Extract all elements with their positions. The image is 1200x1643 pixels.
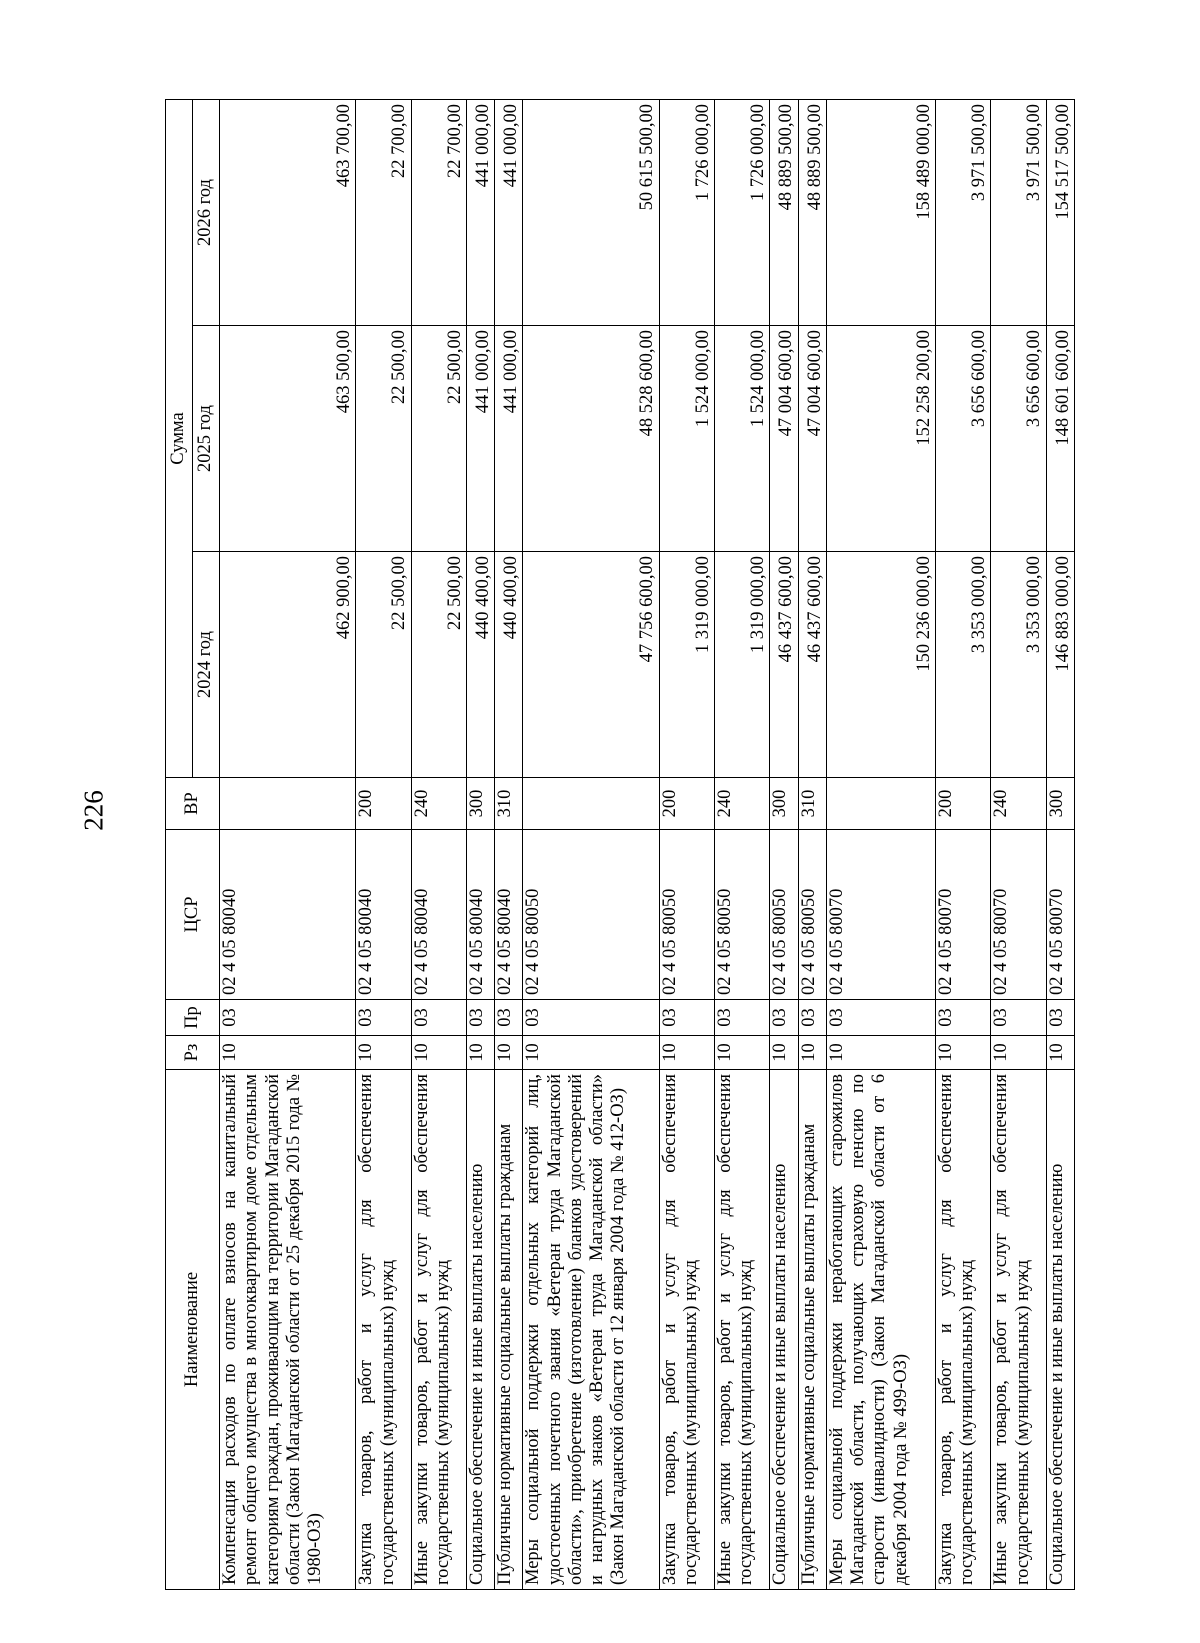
cell-sum-2025: 441 000,00	[466, 326, 494, 552]
header-vr: ВР	[166, 778, 220, 830]
cell-pr: 03	[936, 1000, 991, 1036]
cell-rz: 10	[495, 1036, 523, 1070]
cell-sum-2024: 22 500,00	[411, 552, 466, 778]
table-row	[770, 99, 798, 1589]
cell-sum-2025: 463 500,00	[220, 326, 356, 552]
cell-name: Меры социальной поддержки отдельных категорий лиц, удостоенных почетного звания «Ветеран труда Магаданской области», приобретение (изготовление) бланков удостоверений и нагрудных знаков «Ветеран труда Магаданской области» (Закон Магаданской области от 12 января 2004 года № 412-ОЗ)	[523, 1070, 659, 1590]
cell-sum-2025: 48 528 600,00	[523, 326, 659, 552]
header-year-2024: 2024 год	[193, 552, 220, 778]
cell-pr: 03	[356, 1000, 411, 1036]
cell-name: Социальное обеспечение и иные выплаты населению	[466, 1070, 494, 1590]
cell-sum-2026: 48 889 500,00	[770, 99, 798, 325]
cell-sum-2025: 22 500,00	[411, 326, 466, 552]
cell-pr: 03	[770, 1000, 798, 1036]
cell-sum-2026: 441 000,00	[495, 99, 523, 325]
cell-rz: 10	[220, 1036, 356, 1070]
cell-csr: 02 4 05 80050	[770, 830, 798, 1000]
cell-vr: 240	[411, 778, 466, 830]
cell-vr	[220, 778, 356, 830]
cell-sum-2025: 441 000,00	[495, 326, 523, 552]
cell-name: Закупка товаров, работ и услуг для обеспечения государственных (муниципальных) нужд	[936, 1070, 991, 1590]
cell-csr: 02 4 05 80040	[220, 830, 356, 1000]
table-row	[523, 99, 659, 1589]
cell-rz: 10	[356, 1036, 411, 1070]
cell-sum-2024: 440 400,00	[466, 552, 494, 778]
cell-vr: 240	[714, 778, 769, 830]
cell-sum-2024: 146 883 000,00	[1046, 552, 1074, 778]
header-year-2026: 2026 год	[193, 99, 220, 325]
cell-csr: 02 4 05 80070	[826, 830, 935, 1000]
cell-sum-2026: 158 489 000,00	[826, 99, 935, 325]
cell-sum-2025: 1 524 000,00	[714, 326, 769, 552]
cell-csr: 02 4 05 80070	[991, 830, 1046, 1000]
cell-vr: 300	[770, 778, 798, 830]
cell-rz: 10	[798, 1036, 826, 1070]
cell-vr: 240	[991, 778, 1046, 830]
cell-pr: 03	[826, 1000, 935, 1036]
cell-csr: 02 4 05 80050	[659, 830, 714, 1000]
cell-csr: 02 4 05 80040	[411, 830, 466, 1000]
cell-vr: 200	[659, 778, 714, 830]
cell-rz: 10	[659, 1036, 714, 1070]
cell-csr: 02 4 05 80040	[356, 830, 411, 1000]
cell-name: Закупка товаров, работ и услуг для обеспечения государственных (муниципальных) нужд	[659, 1070, 714, 1590]
cell-rz: 10	[523, 1036, 659, 1070]
rotated-page-content	[165, 100, 1075, 1590]
cell-sum-2024: 150 236 000,00	[826, 552, 935, 778]
table-row	[466, 99, 494, 1589]
table-row	[495, 99, 523, 1589]
table-row	[659, 99, 714, 1589]
cell-sum-2025: 3 656 600,00	[991, 326, 1046, 552]
header-name: Наименование	[166, 1070, 220, 1590]
table-row	[991, 99, 1046, 1589]
cell-sum-2025: 47 004 600,00	[798, 326, 826, 552]
header-csr: ЦСР	[166, 830, 220, 1000]
cell-sum-2024: 3 353 000,00	[991, 552, 1046, 778]
cell-sum-2024: 22 500,00	[356, 552, 411, 778]
header-rz: Рз	[166, 1036, 220, 1070]
cell-rz: 10	[714, 1036, 769, 1070]
cell-pr: 03	[466, 1000, 494, 1036]
page-number: 226	[78, 790, 109, 831]
table-row	[714, 99, 769, 1589]
cell-rz: 10	[936, 1036, 991, 1070]
table-header	[166, 99, 220, 1589]
cell-sum-2026: 463 700,00	[220, 99, 356, 325]
table-row	[356, 99, 411, 1589]
cell-vr: 300	[466, 778, 494, 830]
cell-rz: 10	[1046, 1036, 1074, 1070]
cell-pr: 03	[495, 1000, 523, 1036]
cell-name: Социальное обеспечение и иные выплаты населению	[1046, 1070, 1074, 1590]
cell-name: Иные закупки товаров, работ и услуг для обеспечения государственных (муниципальных) нужд	[991, 1070, 1046, 1590]
cell-csr: 02 4 05 80040	[495, 830, 523, 1000]
cell-name: Иные закупки товаров, работ и услуг для обеспечения государственных (муниципальных) нужд	[714, 1070, 769, 1590]
cell-name: Иные закупки товаров, работ и услуг для обеспечения государственных (муниципальных) нужд	[411, 1070, 466, 1590]
cell-vr: 310	[495, 778, 523, 830]
table-row	[220, 99, 356, 1589]
table-row	[798, 99, 826, 1589]
header-pr: Пр	[166, 1000, 220, 1036]
cell-csr: 02 4 05 80050	[523, 830, 659, 1000]
cell-sum-2024: 440 400,00	[495, 552, 523, 778]
table-body	[220, 99, 1075, 1589]
cell-pr: 03	[1046, 1000, 1074, 1036]
header-year-2025: 2025 год	[193, 326, 220, 552]
cell-name: Компенсация расходов по оплате взносов на капитальный ремонт общего имущества в многоквартирном доме отдельным категориям граждан, проживающим на территории Магаданской области (Закон Магаданской области от 25 декабря 2015 года № 1980-ОЗ)	[220, 1070, 356, 1590]
cell-pr: 03	[411, 1000, 466, 1036]
cell-sum-2026: 22 700,00	[356, 99, 411, 325]
cell-sum-2026: 3 971 500,00	[991, 99, 1046, 325]
cell-sum-2024: 46 437 600,00	[798, 552, 826, 778]
cell-vr: 200	[356, 778, 411, 830]
cell-sum-2026: 154 517 500,00	[1046, 99, 1074, 325]
cell-sum-2026: 1 726 000,00	[714, 99, 769, 325]
cell-vr	[523, 778, 659, 830]
cell-vr: 310	[798, 778, 826, 830]
cell-rz: 10	[770, 1036, 798, 1070]
cell-sum-2025: 148 601 600,00	[1046, 326, 1074, 552]
cell-sum-2025: 1 524 000,00	[659, 326, 714, 552]
table-row	[411, 99, 466, 1589]
cell-sum-2024: 462 900,00	[220, 552, 356, 778]
cell-sum-2024: 47 756 600,00	[523, 552, 659, 778]
cell-name: Публичные нормативные социальные выплаты гражданам	[798, 1070, 826, 1590]
cell-sum-2025: 3 656 600,00	[936, 326, 991, 552]
cell-name: Меры социальной поддержки неработающих старожилов Магаданской области, получающих страховую пенсию по старости (инвалидности) (Закон Магаданской области от 6 декабря 2004 года № 499-ОЗ)	[826, 1070, 935, 1590]
cell-sum-2024: 1 319 000,00	[659, 552, 714, 778]
cell-vr	[826, 778, 935, 830]
table-row	[826, 99, 935, 1589]
cell-name: Закупка товаров, работ и услуг для обеспечения государственных (муниципальных) нужд	[356, 1070, 411, 1590]
cell-rz: 10	[411, 1036, 466, 1070]
cell-sum-2026: 1 726 000,00	[659, 99, 714, 325]
cell-sum-2025: 22 500,00	[356, 326, 411, 552]
cell-pr: 03	[220, 1000, 356, 1036]
cell-csr: 02 4 05 80070	[936, 830, 991, 1000]
budget-table	[165, 99, 1075, 1590]
cell-name: Социальное обеспечение и иные выплаты населению	[770, 1070, 798, 1590]
cell-csr: 02 4 05 80070	[1046, 830, 1074, 1000]
cell-vr: 300	[1046, 778, 1074, 830]
cell-sum-2025: 47 004 600,00	[770, 326, 798, 552]
cell-pr: 03	[659, 1000, 714, 1036]
table-row	[936, 99, 991, 1589]
cell-rz: 10	[826, 1036, 935, 1070]
cell-sum-2026: 22 700,00	[411, 99, 466, 325]
cell-csr: 02 4 05 80050	[714, 830, 769, 1000]
cell-sum-2026: 50 615 500,00	[523, 99, 659, 325]
table-row	[1046, 99, 1074, 1589]
cell-pr: 03	[523, 1000, 659, 1036]
cell-sum-2025: 152 258 200,00	[826, 326, 935, 552]
cell-sum-2026: 48 889 500,00	[798, 99, 826, 325]
cell-rz: 10	[991, 1036, 1046, 1070]
cell-pr: 03	[798, 1000, 826, 1036]
cell-sum-2024: 3 353 000,00	[936, 552, 991, 778]
cell-rz: 10	[466, 1036, 494, 1070]
cell-csr: 02 4 05 80050	[798, 830, 826, 1000]
cell-name: Публичные нормативные социальные выплаты гражданам	[495, 1070, 523, 1590]
cell-sum-2024: 46 437 600,00	[770, 552, 798, 778]
cell-sum-2024: 1 319 000,00	[714, 552, 769, 778]
cell-pr: 03	[714, 1000, 769, 1036]
cell-csr: 02 4 05 80040	[466, 830, 494, 1000]
cell-sum-2026: 441 000,00	[466, 99, 494, 325]
cell-pr: 03	[991, 1000, 1046, 1036]
cell-vr: 200	[936, 778, 991, 830]
header-sum: Сумма	[166, 99, 193, 777]
cell-sum-2026: 3 971 500,00	[936, 99, 991, 325]
